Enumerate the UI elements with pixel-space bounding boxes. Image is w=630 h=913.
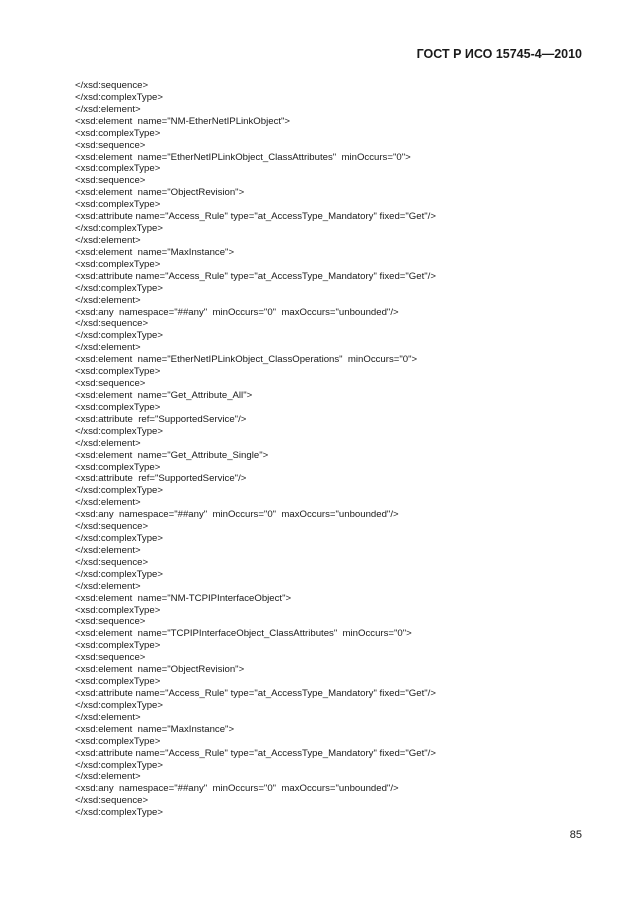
code-line: <xsd:sequence> [75,175,146,187]
code-line: <xsd:attribute name="Access_Rule" type="at_AccessType_Mandatory" fixed="Get"/> [75,747,436,759]
code-line: </xsd:complexType> [75,699,163,711]
code-line: </xsd:element> [75,711,141,723]
code-line: <xsd:element name="EtherNetIPLinkObject_ClassAttributes" minOccurs="0"> [75,151,411,163]
code-line: </xsd:complexType> [75,568,163,580]
code-line: <xsd:sequence> [75,378,146,390]
code-line: </xsd:sequence> [75,795,149,807]
code-line: <xsd:element name="MaxInstance"> [75,723,235,735]
code-line: </xsd:complexType> [75,533,163,545]
code-line: </xsd:complexType> [75,759,163,771]
code-line: <xsd:element name="Get_Attribute_Single"> [75,449,269,461]
code-line: </xsd:element> [75,234,141,246]
code-line: <xsd:attribute ref="SupportedService"/> [75,473,247,485]
code-line: </xsd:element> [75,580,141,592]
code-line: <xsd:complexType> [75,461,161,473]
page-number: 85 [569,829,582,841]
code-line: <xsd:any namespace="##any" minOccurs="0" maxOccurs="unbounded"/> [75,509,399,521]
code-line: </xsd:sequence> [75,521,149,533]
code-line: <xsd:any namespace="##any" minOccurs="0" maxOccurs="unbounded"/> [75,783,399,795]
code-line: </xsd:sequence> [75,80,149,91]
code-line: <xsd:complexType> [75,199,161,211]
code-line: </xsd:complexType> [75,485,163,497]
code-line: </xsd:element> [75,544,141,556]
code-line: <xsd:complexType> [75,604,161,616]
code-line: </xsd:element> [75,771,141,783]
document-header-standard: ГОСТ Р ИСО 15745-4—2010 [416,47,582,61]
code-line: <xsd:sequence> [75,652,146,664]
code-line: </xsd:complexType> [75,223,163,235]
code-line: <xsd:element name="TCPIPInterfaceObject_ClassAttributes" minOccurs="0"> [75,628,412,640]
code-line: </xsd:complexType> [75,425,163,437]
code-line: <xsd:attribute name="Access_Rule" type="at_AccessType_Mandatory" fixed="Get"/> [75,270,436,282]
code-line: </xsd:element> [75,437,141,449]
code-line: </xsd:complexType> [75,807,163,819]
code-line: </xsd:sequence> [75,556,149,568]
code-line: <xsd:element name="ObjectRevision"> [75,187,245,199]
code-line: <xsd:complexType> [75,640,161,652]
code-line: </xsd:complexType> [75,282,163,294]
code-line: <xsd:attribute name="Access_Rule" type="at_AccessType_Mandatory" fixed="Get"/> [75,688,436,700]
xml-schema-listing [75,80,575,819]
code-line: </xsd:sequence> [75,318,149,330]
code-line: </xsd:complexType> [75,330,163,342]
code-line: <xsd:complexType> [75,735,161,747]
code-line: <xsd:complexType> [75,676,161,688]
code-line: <xsd:element name="MaxInstance"> [75,246,235,258]
code-line: <xsd:element name="EtherNetIPLinkObject_ClassOperations" minOccurs="0"> [75,354,418,366]
code-line: <xsd:complexType> [75,127,161,139]
code-line: <xsd:element name="Get_Attribute_All"> [75,389,253,401]
code-line: <xsd:element name="NM-EtherNetIPLinkObject"> [75,115,291,127]
code-line: </xsd:element> [75,103,141,115]
code-line: <xsd:complexType> [75,163,161,175]
code-line: </xsd:element> [75,342,141,354]
code-line: <xsd:any namespace="##any" minOccurs="0" maxOccurs="unbounded"/> [75,306,399,318]
code-line: </xsd:complexType> [75,91,163,103]
code-line: <xsd:element name="ObjectRevision"> [75,664,245,676]
code-line: <xsd:sequence> [75,139,146,151]
code-line: <xsd:complexType> [75,258,161,270]
code-line: <xsd:attribute name="Access_Rule" type="at_AccessType_Mandatory" fixed="Get"/> [75,211,436,223]
code-line: <xsd:element name="NM-TCPIPInterfaceObject"> [75,592,292,604]
code-line: <xsd:attribute ref="SupportedService"/> [75,413,247,425]
code-line: <xsd:complexType> [75,366,161,378]
code-line: <xsd:complexType> [75,401,161,413]
code-line: </xsd:element> [75,497,141,509]
code-line: </xsd:element> [75,294,141,306]
code-line: <xsd:sequence> [75,616,146,628]
